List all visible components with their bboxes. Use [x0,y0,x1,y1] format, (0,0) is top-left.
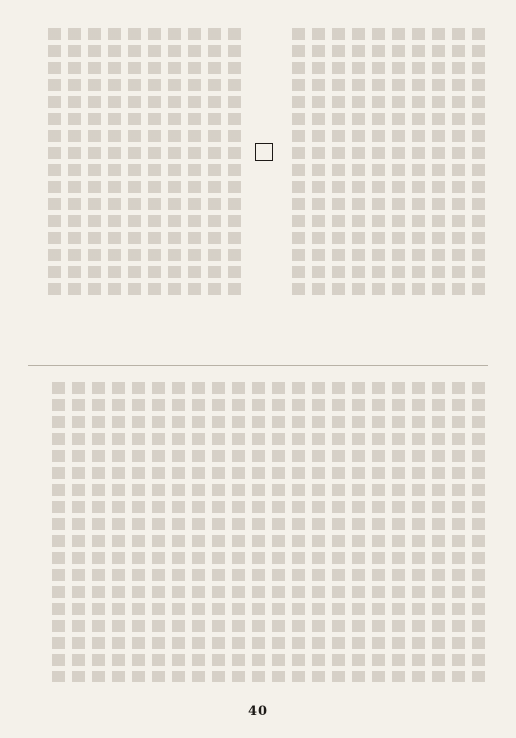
tier-divider [28,365,488,366]
text-column [88,28,101,298]
text-column [432,382,445,682]
text-column [48,28,61,298]
text-column [372,382,385,682]
text-column [188,28,201,298]
text-column [412,382,425,682]
text-column [372,28,385,298]
text-column [392,382,405,682]
text-column [252,382,265,682]
lower-text-tier [28,382,488,682]
text-column [432,28,445,298]
text-column [172,382,185,682]
text-column [108,28,121,298]
text-column [168,28,181,298]
page-number: 40 [247,704,269,719]
text-column [128,28,141,298]
text-column [392,28,405,298]
text-column [272,382,285,682]
text-column [452,382,465,682]
text-column [352,382,365,682]
text-column [72,382,85,682]
text-column [292,28,305,298]
text-column [352,28,365,298]
text-column [292,382,305,682]
text-column [412,28,425,298]
text-column [472,382,485,682]
text-column [212,382,225,682]
text-column [232,382,245,682]
text-column [452,28,465,298]
text-column [152,382,165,682]
text-column [132,382,145,682]
section-heading-box [255,143,273,161]
upper-text-tier [28,28,488,298]
text-column [228,28,241,298]
text-column [192,382,205,682]
text-column [68,28,81,298]
text-column [92,382,105,682]
text-column [332,382,345,682]
text-column [472,28,485,298]
text-column [112,382,125,682]
text-column [312,382,325,682]
text-column [148,28,161,298]
text-column [52,382,65,682]
text-column [332,28,345,298]
text-column [312,28,325,298]
text-column [208,28,221,298]
